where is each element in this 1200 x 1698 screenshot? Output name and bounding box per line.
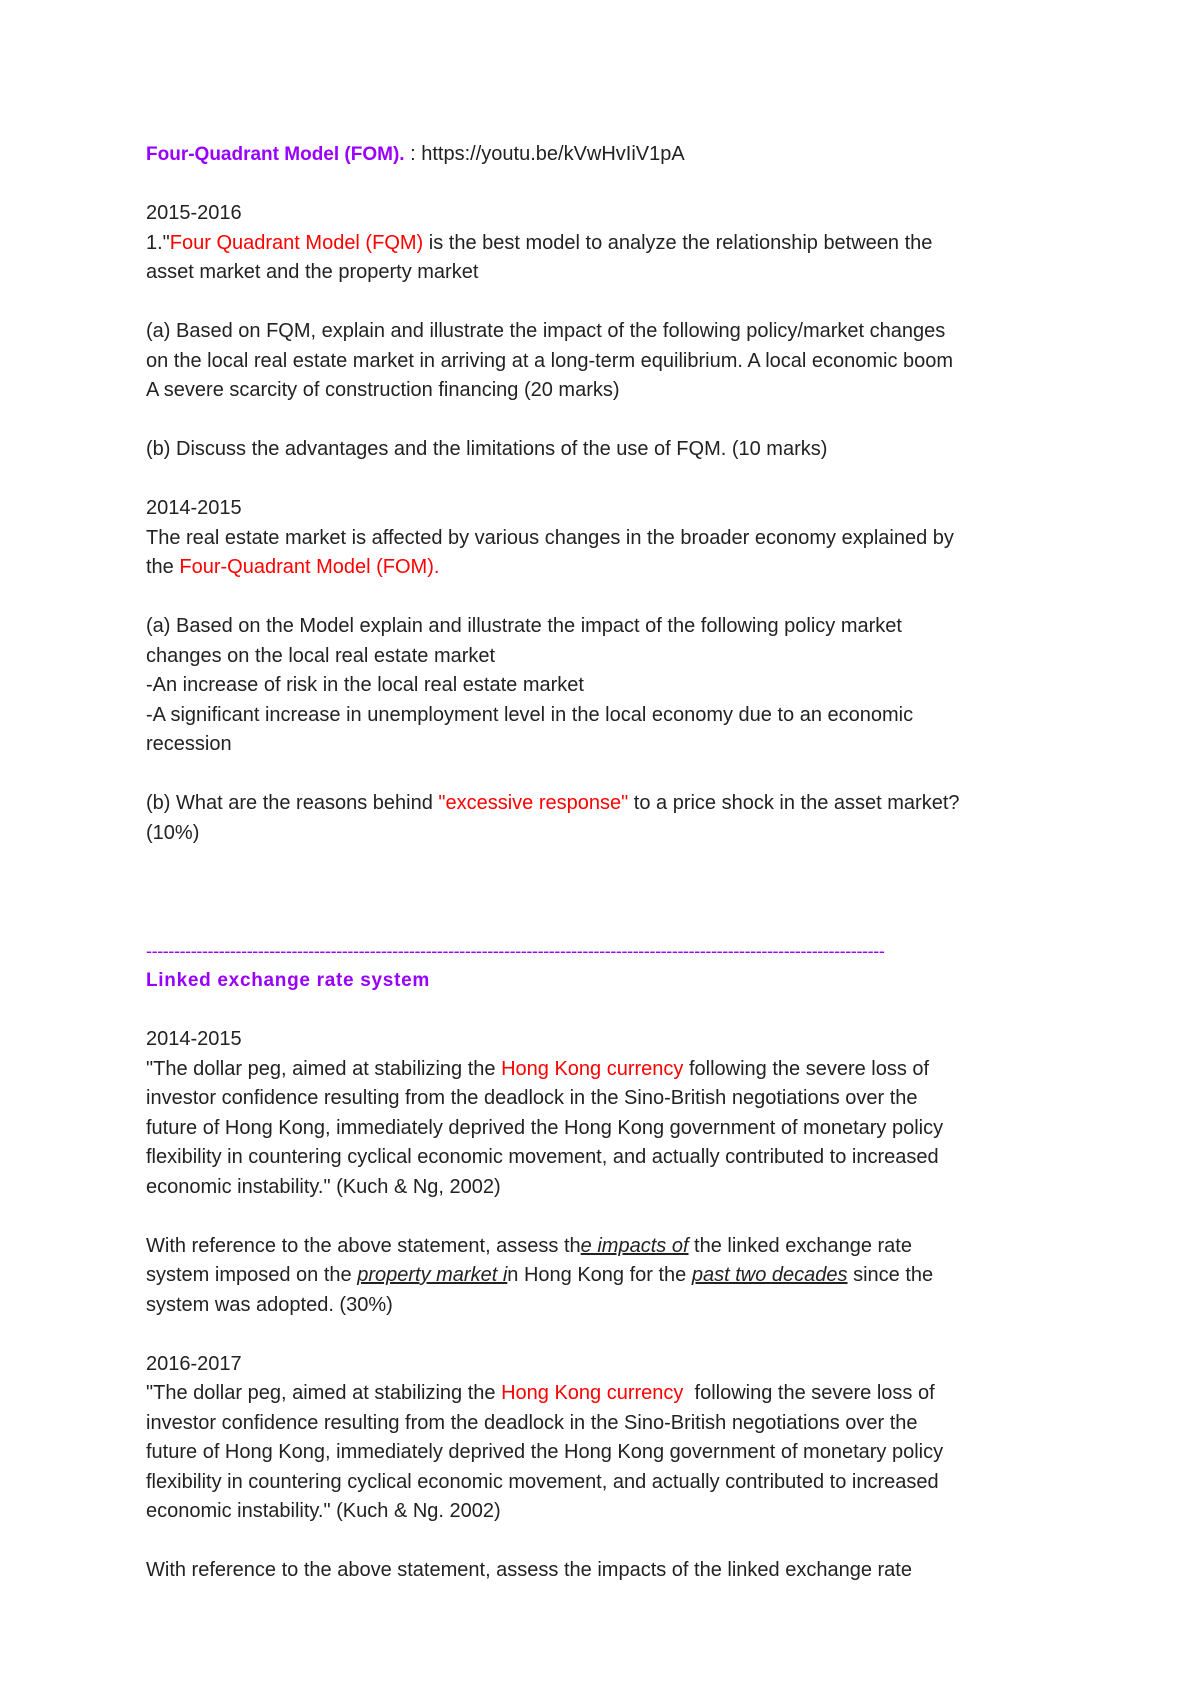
question-text: (10%) bbox=[146, 821, 200, 844]
emphasis-text: e impacts of bbox=[580, 1234, 689, 1257]
question-text: (a) Based on the Model explain and illustrate the impact of the following policy market bbox=[146, 615, 902, 637]
question-text: With reference to the above statement, assess th bbox=[146, 1234, 581, 1257]
question-text: n Hong Kong for the bbox=[507, 1264, 692, 1286]
fqm-2015-part-a bbox=[146, 317, 1076, 406]
year-label: 2016-2017 bbox=[146, 1352, 242, 1375]
quote-text: following the severe loss of bbox=[683, 1057, 930, 1080]
fqm-2014-part-b bbox=[146, 789, 1076, 848]
fqm-2015-part-b bbox=[146, 435, 1076, 465]
question-text: The real estate market is affected by various changes in the broader economy explained by bbox=[146, 526, 954, 549]
fqm-2015-question bbox=[146, 199, 1076, 288]
section-divider: ------------------------------------------------------------------------------------------------------------------------------------ bbox=[146, 940, 885, 961]
fqm-2014-intro bbox=[146, 494, 1076, 583]
question-text: (b) Discuss the advantages and the limitations of the use of FQM. (10 marks) bbox=[146, 438, 828, 460]
question-text: asset market and the property market bbox=[146, 261, 479, 283]
question-text: system imposed on the bbox=[146, 1264, 358, 1286]
highlight-term: Hong Kong currency bbox=[501, 1057, 684, 1080]
quote-text: economic instability." (Kuch & Ng, 2002) bbox=[146, 1175, 501, 1198]
linked-heading: Linked exchange rate system bbox=[146, 970, 430, 991]
quote-text: future of Hong Kong, immediately deprived the Hong Kong government of monetary policy bbox=[146, 1441, 944, 1463]
question-text: the bbox=[146, 556, 180, 578]
linked-section-header bbox=[146, 937, 1076, 996]
quote-text: investor confidence resulting from the deadlock in the Sino-British negotiations over the bbox=[146, 1411, 918, 1434]
question-text: on the local real estate market in arriving at a long-term equilibrium. A local economic boom bbox=[146, 349, 954, 372]
question-text: is the best model to analyze the relationship between the bbox=[423, 231, 933, 254]
highlight-term: Four-Quadrant Model (FOM). bbox=[179, 556, 440, 578]
question-number: 1." bbox=[146, 231, 170, 254]
quote-text: flexibility in countering cyclical economic movement, and actually contributed to increased bbox=[146, 1470, 939, 1493]
question-text: the linked exchange rate bbox=[688, 1234, 912, 1257]
quote-text: following the severe loss of bbox=[683, 1382, 935, 1404]
question-text: With reference to the above statement, assess the impacts of the linked exchange rate bbox=[146, 1559, 912, 1581]
list-item-continued: recession bbox=[146, 733, 232, 755]
fqm-separator: : bbox=[404, 143, 422, 165]
highlight-term: Hong Kong currency bbox=[501, 1382, 684, 1404]
question-text: (b) What are the reasons behind bbox=[146, 792, 439, 814]
document-page bbox=[146, 140, 1076, 1615]
quote-text: "The dollar peg, aimed at stabilizing the bbox=[146, 1382, 502, 1404]
fqm-heading: Four-Quadrant Model (FOM). bbox=[146, 144, 405, 165]
video-link[interactable]: https://youtu.be/kVwHvIiV1pA bbox=[421, 143, 685, 165]
quote-text: flexibility in countering cyclical economic movement, and actually contributed to increased bbox=[146, 1146, 939, 1168]
fqm-title-line bbox=[146, 140, 1076, 170]
quote-text: economic instability." (Kuch & Ng. 2002) bbox=[146, 1500, 501, 1522]
linked-2014-question bbox=[146, 1232, 1076, 1321]
year-label: 2014-2015 bbox=[146, 1028, 242, 1050]
list-item: -An increase of risk in the local real estate market bbox=[146, 674, 584, 696]
question-text: to a price shock in the asset market? bbox=[628, 792, 960, 814]
emphasis-text: past two decades bbox=[691, 1264, 848, 1286]
spacer bbox=[146, 878, 1076, 937]
quote-text: investor confidence resulting from the deadlock in the Sino-British negotiations over the bbox=[146, 1087, 918, 1109]
linked-2016-quote bbox=[146, 1350, 1076, 1527]
year-label: 2015-2016 bbox=[146, 202, 242, 224]
question-text: changes on the local real estate market bbox=[146, 644, 496, 667]
highlight-term: Four Quadrant Model (FQM) bbox=[169, 231, 424, 254]
linked-2014-quote bbox=[146, 1025, 1076, 1202]
fqm-2014-part-a bbox=[146, 612, 1076, 760]
question-text: system was adopted. (30%) bbox=[146, 1293, 393, 1316]
list-item: -A significant increase in unemployment level in the local economy due to an economic bbox=[146, 703, 914, 726]
question-text: (a) Based on FQM, explain and illustrate the impact of the following policy/market changes bbox=[146, 320, 946, 342]
year-label: 2014-2015 bbox=[146, 497, 242, 519]
question-text: since the bbox=[847, 1264, 934, 1286]
emphasis-text: property market i bbox=[357, 1264, 508, 1286]
quote-text: future of Hong Kong, immediately deprived the Hong Kong government of monetary policy bbox=[146, 1116, 944, 1139]
linked-2016-question bbox=[146, 1556, 1076, 1586]
question-text: A severe scarcity of construction financing (20 marks) bbox=[146, 379, 620, 401]
quote-text: "The dollar peg, aimed at stabilizing the bbox=[146, 1057, 502, 1080]
highlight-term: "excessive response" bbox=[438, 792, 629, 814]
